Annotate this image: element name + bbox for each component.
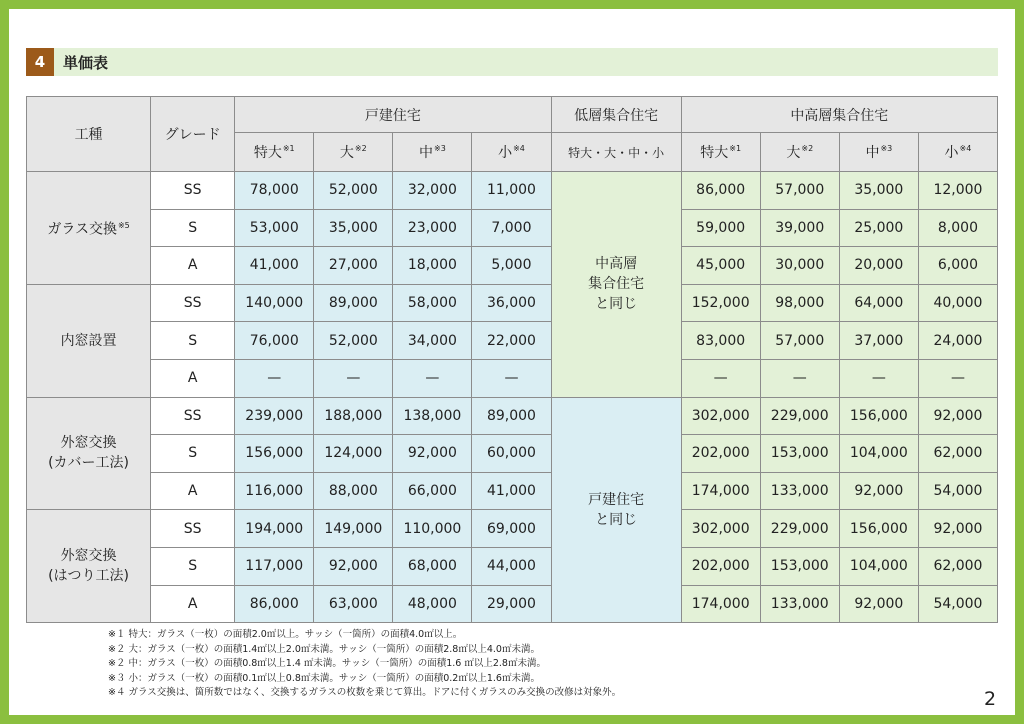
detached-price-cell: 48,000 bbox=[393, 585, 472, 623]
section-number-badge: 4 bbox=[26, 48, 54, 76]
lowrise-merged-cell bbox=[551, 172, 681, 398]
midrise-price-cell: 64,000 bbox=[839, 284, 918, 322]
detached-price-cell: 41,000 bbox=[235, 247, 314, 285]
work-type-cell bbox=[27, 284, 151, 397]
footnote: ※２ 大：ガラス（一枚）の面積1.4㎡以上2.0㎡未満。サッシ（一箇所）の面積2.8㎡以上4.0㎡未満。 bbox=[108, 643, 540, 655]
work-type-cell bbox=[27, 172, 151, 285]
table-row bbox=[27, 510, 998, 548]
detached-price-cell: 66,000 bbox=[393, 472, 472, 510]
grade-cell: A bbox=[151, 247, 235, 285]
midrise-price-cell: 92,000 bbox=[839, 585, 918, 623]
table-row bbox=[27, 397, 998, 435]
midrise-price-cell: 92,000 bbox=[839, 472, 918, 510]
lowrise-note-line: 戸建住宅 bbox=[588, 491, 645, 508]
detached-size-header bbox=[393, 133, 472, 172]
detached-price-cell: 11,000 bbox=[472, 172, 551, 210]
midrise-size-header bbox=[681, 133, 760, 172]
midrise-price-cell: 92,000 bbox=[918, 510, 997, 548]
footnote: ※３ 小：ガラス（一枚）の面積0.1㎡以上0.8㎡未満。サッシ（一箇所）の面積0.2㎡以上1.6㎡未満。 bbox=[108, 672, 540, 684]
grade-cell: SS bbox=[151, 172, 235, 210]
detached-price-cell: 63,000 bbox=[314, 585, 393, 623]
work-type-label: 内窓設置 bbox=[60, 332, 117, 349]
footnote: ※２ 中：ガラス（一枚）の面積0.8㎡以上1.4 ㎡未満。サッシ（一箇所）の面積1.6 ㎡以上2.8㎡未満。 bbox=[108, 658, 546, 669]
detached-price-cell: 35,000 bbox=[314, 209, 393, 247]
detached-price-cell: 117,000 bbox=[235, 547, 314, 585]
size-label: 小 bbox=[498, 145, 513, 161]
midrise-price-cell: — bbox=[918, 359, 997, 397]
table-row bbox=[27, 209, 998, 247]
header-detached: 戸建住宅 bbox=[235, 97, 551, 133]
detached-price-cell: 53,000 bbox=[235, 209, 314, 247]
section-header bbox=[26, 48, 998, 76]
detached-price-cell: 239,000 bbox=[235, 397, 314, 435]
midrise-price-cell: 62,000 bbox=[918, 435, 997, 473]
size-label: 特大 bbox=[253, 145, 282, 161]
detached-price-cell: 78,000 bbox=[235, 172, 314, 210]
work-type-label: (カバー工法) bbox=[48, 455, 130, 472]
table-row bbox=[27, 585, 998, 623]
detached-price-cell: 92,000 bbox=[314, 547, 393, 585]
midrise-price-cell: 174,000 bbox=[681, 585, 760, 623]
midrise-price-cell: 229,000 bbox=[760, 397, 839, 435]
size-label: 中 bbox=[419, 145, 433, 161]
detached-price-cell: 88,000 bbox=[314, 472, 393, 510]
grade-cell: A bbox=[151, 472, 235, 510]
midrise-price-cell: 86,000 bbox=[681, 172, 760, 210]
detached-price-cell: — bbox=[393, 359, 472, 397]
midrise-price-cell: 92,000 bbox=[918, 397, 997, 435]
table-row bbox=[27, 359, 998, 397]
midrise-price-cell: 57,000 bbox=[760, 322, 839, 360]
grade-cell: A bbox=[151, 585, 235, 623]
midrise-price-cell: — bbox=[839, 359, 918, 397]
detached-price-cell: 76,000 bbox=[235, 322, 314, 360]
midrise-price-cell: 153,000 bbox=[760, 547, 839, 585]
unit-price-table bbox=[26, 96, 998, 623]
detached-price-cell: 23,000 bbox=[393, 209, 472, 247]
detached-price-cell: 32,000 bbox=[393, 172, 472, 210]
work-type-label: 外窓交換 bbox=[60, 435, 117, 452]
detached-price-cell: 58,000 bbox=[393, 284, 472, 322]
grade-cell: S bbox=[151, 547, 235, 585]
detached-price-cell: 7,000 bbox=[472, 209, 551, 247]
midrise-price-cell: 57,000 bbox=[760, 172, 839, 210]
detached-price-cell: 52,000 bbox=[314, 172, 393, 210]
grade-cell: S bbox=[151, 435, 235, 473]
header-lowrise: 低層集合住宅 bbox=[551, 97, 681, 133]
page-number: 2 bbox=[984, 688, 997, 710]
detached-price-cell: 156,000 bbox=[235, 435, 314, 473]
detached-size-header bbox=[314, 133, 393, 172]
midrise-price-cell: 229,000 bbox=[760, 510, 839, 548]
table-row bbox=[27, 284, 998, 322]
midrise-price-cell: 35,000 bbox=[839, 172, 918, 210]
midrise-price-cell: 54,000 bbox=[918, 472, 997, 510]
grade-cell: S bbox=[151, 322, 235, 360]
detached-price-cell: 86,000 bbox=[235, 585, 314, 623]
grade-cell: S bbox=[151, 209, 235, 247]
detached-price-cell: 110,000 bbox=[393, 510, 472, 548]
size-note: ※2 bbox=[354, 144, 367, 154]
detached-size-header bbox=[472, 133, 551, 172]
lowrise-note-line: と同じ bbox=[595, 511, 638, 528]
midrise-price-cell: 8,000 bbox=[918, 209, 997, 247]
detached-price-cell: 29,000 bbox=[472, 585, 551, 623]
lowrise-merged-cell bbox=[551, 397, 681, 623]
footnote: ※４ ガラス交換は、箇所数ではなく、交換するガラスの枚数を乗じて算出。ドアに付くガラスのみ交換の改修は対象外。 bbox=[108, 687, 622, 698]
detached-price-cell: 69,000 bbox=[472, 510, 551, 548]
size-label: 大 bbox=[339, 145, 354, 161]
midrise-price-cell: 39,000 bbox=[760, 209, 839, 247]
grade-cell: SS bbox=[151, 397, 235, 435]
grade-cell: A bbox=[151, 359, 235, 397]
detached-price-cell: 36,000 bbox=[472, 284, 551, 322]
midrise-price-cell: 156,000 bbox=[839, 510, 918, 548]
midrise-price-cell: — bbox=[681, 359, 760, 397]
footnote: ※１ 特大：ガラス（一枚）の面積2.0㎡以上。サッシ（一箇所）の面積4.0㎡以上。 bbox=[108, 629, 463, 640]
grade-cell: SS bbox=[151, 510, 235, 548]
size-note: ※3 bbox=[880, 144, 893, 154]
size-note: ※4 bbox=[513, 144, 525, 154]
footnotes bbox=[108, 628, 621, 701]
detached-price-cell: — bbox=[235, 359, 314, 397]
midrise-price-cell: 153,000 bbox=[760, 435, 839, 473]
midrise-price-cell: 54,000 bbox=[918, 585, 997, 623]
midrise-price-cell: 202,000 bbox=[681, 547, 760, 585]
work-type-cell bbox=[27, 397, 151, 510]
midrise-price-cell: 133,000 bbox=[760, 472, 839, 510]
midrise-price-cell: 62,000 bbox=[918, 547, 997, 585]
table-row bbox=[27, 435, 998, 473]
table-body bbox=[27, 172, 998, 623]
midrise-price-cell: 152,000 bbox=[681, 284, 760, 322]
midrise-price-cell: 302,000 bbox=[681, 510, 760, 548]
work-type-label: (はつり工法) bbox=[48, 568, 130, 585]
detached-price-cell: 92,000 bbox=[393, 435, 472, 473]
table-row bbox=[27, 172, 998, 210]
work-type-cell bbox=[27, 510, 151, 623]
header-work-type: 工種 bbox=[27, 97, 151, 172]
midrise-price-cell: 156,000 bbox=[839, 397, 918, 435]
size-label: 中 bbox=[865, 145, 880, 161]
midrise-price-cell: 45,000 bbox=[681, 247, 760, 285]
work-type-note: ※5 bbox=[117, 221, 130, 231]
size-label: 大 bbox=[786, 145, 801, 161]
header-grade: グレード bbox=[151, 97, 235, 172]
size-note: ※1 bbox=[729, 144, 742, 154]
midrise-price-cell: 59,000 bbox=[681, 209, 760, 247]
lowrise-size-header: 特大・大・中・小 bbox=[551, 133, 681, 172]
midrise-price-cell: 20,000 bbox=[839, 247, 918, 285]
midrise-price-cell: — bbox=[760, 359, 839, 397]
size-note: ※2 bbox=[801, 144, 814, 154]
detached-price-cell: 44,000 bbox=[472, 547, 551, 585]
detached-price-cell: 68,000 bbox=[393, 547, 472, 585]
size-label: 小 bbox=[944, 145, 959, 161]
detached-price-cell: 194,000 bbox=[235, 510, 314, 548]
midrise-price-cell: 30,000 bbox=[760, 247, 839, 285]
detached-price-cell: 34,000 bbox=[393, 322, 472, 360]
detached-price-cell: 18,000 bbox=[393, 247, 472, 285]
size-note: ※3 bbox=[434, 144, 446, 154]
size-note: ※4 bbox=[959, 144, 972, 154]
midrise-price-cell: 83,000 bbox=[681, 322, 760, 360]
midrise-price-cell: 98,000 bbox=[760, 284, 839, 322]
midrise-price-cell: 25,000 bbox=[839, 209, 918, 247]
detached-price-cell: 52,000 bbox=[314, 322, 393, 360]
midrise-price-cell: 104,000 bbox=[839, 547, 918, 585]
grade-cell: SS bbox=[151, 284, 235, 322]
detached-price-cell: 27,000 bbox=[314, 247, 393, 285]
detached-price-cell: 188,000 bbox=[314, 397, 393, 435]
table-row bbox=[27, 322, 998, 360]
detached-price-cell: 138,000 bbox=[393, 397, 472, 435]
table-row bbox=[27, 247, 998, 285]
midrise-price-cell: 174,000 bbox=[681, 472, 760, 510]
detached-price-cell: 5,000 bbox=[472, 247, 551, 285]
detached-price-cell: 41,000 bbox=[472, 472, 551, 510]
work-type-label: ガラス交換 bbox=[47, 221, 117, 238]
detached-price-cell: 116,000 bbox=[235, 472, 314, 510]
midrise-price-cell: 6,000 bbox=[918, 247, 997, 285]
section-title: 単価表 bbox=[63, 53, 109, 72]
midrise-size-header bbox=[839, 133, 918, 172]
lowrise-note-line: 集合住宅 bbox=[588, 276, 645, 293]
lowrise-note-line: 中高層 bbox=[595, 256, 638, 273]
detached-price-cell: — bbox=[472, 359, 551, 397]
detached-price-cell: 124,000 bbox=[314, 435, 393, 473]
midrise-price-cell: 40,000 bbox=[918, 284, 997, 322]
detached-price-cell: 140,000 bbox=[235, 284, 314, 322]
size-label: 特大 bbox=[700, 145, 729, 161]
midrise-price-cell: 24,000 bbox=[918, 322, 997, 360]
header-midrise: 中高層集合住宅 bbox=[681, 97, 997, 133]
detached-price-cell: 22,000 bbox=[472, 322, 551, 360]
midrise-size-header bbox=[760, 133, 839, 172]
midrise-size-header bbox=[918, 133, 997, 172]
midrise-price-cell: 302,000 bbox=[681, 397, 760, 435]
midrise-price-cell: 104,000 bbox=[839, 435, 918, 473]
detached-price-cell: 89,000 bbox=[472, 397, 551, 435]
detached-price-cell: 60,000 bbox=[472, 435, 551, 473]
table-row bbox=[27, 472, 998, 510]
midrise-price-cell: 37,000 bbox=[839, 322, 918, 360]
detached-size-header bbox=[235, 133, 314, 172]
midrise-price-cell: 133,000 bbox=[760, 585, 839, 623]
detached-price-cell: — bbox=[314, 359, 393, 397]
detached-price-cell: 149,000 bbox=[314, 510, 393, 548]
midrise-price-cell: 202,000 bbox=[681, 435, 760, 473]
size-note: ※1 bbox=[282, 144, 295, 154]
lowrise-note-line: と同じ bbox=[595, 296, 638, 313]
table-row bbox=[27, 547, 998, 585]
work-type-label: 外窓交換 bbox=[60, 548, 117, 565]
detached-price-cell: 89,000 bbox=[314, 284, 393, 322]
midrise-price-cell: 12,000 bbox=[918, 172, 997, 210]
